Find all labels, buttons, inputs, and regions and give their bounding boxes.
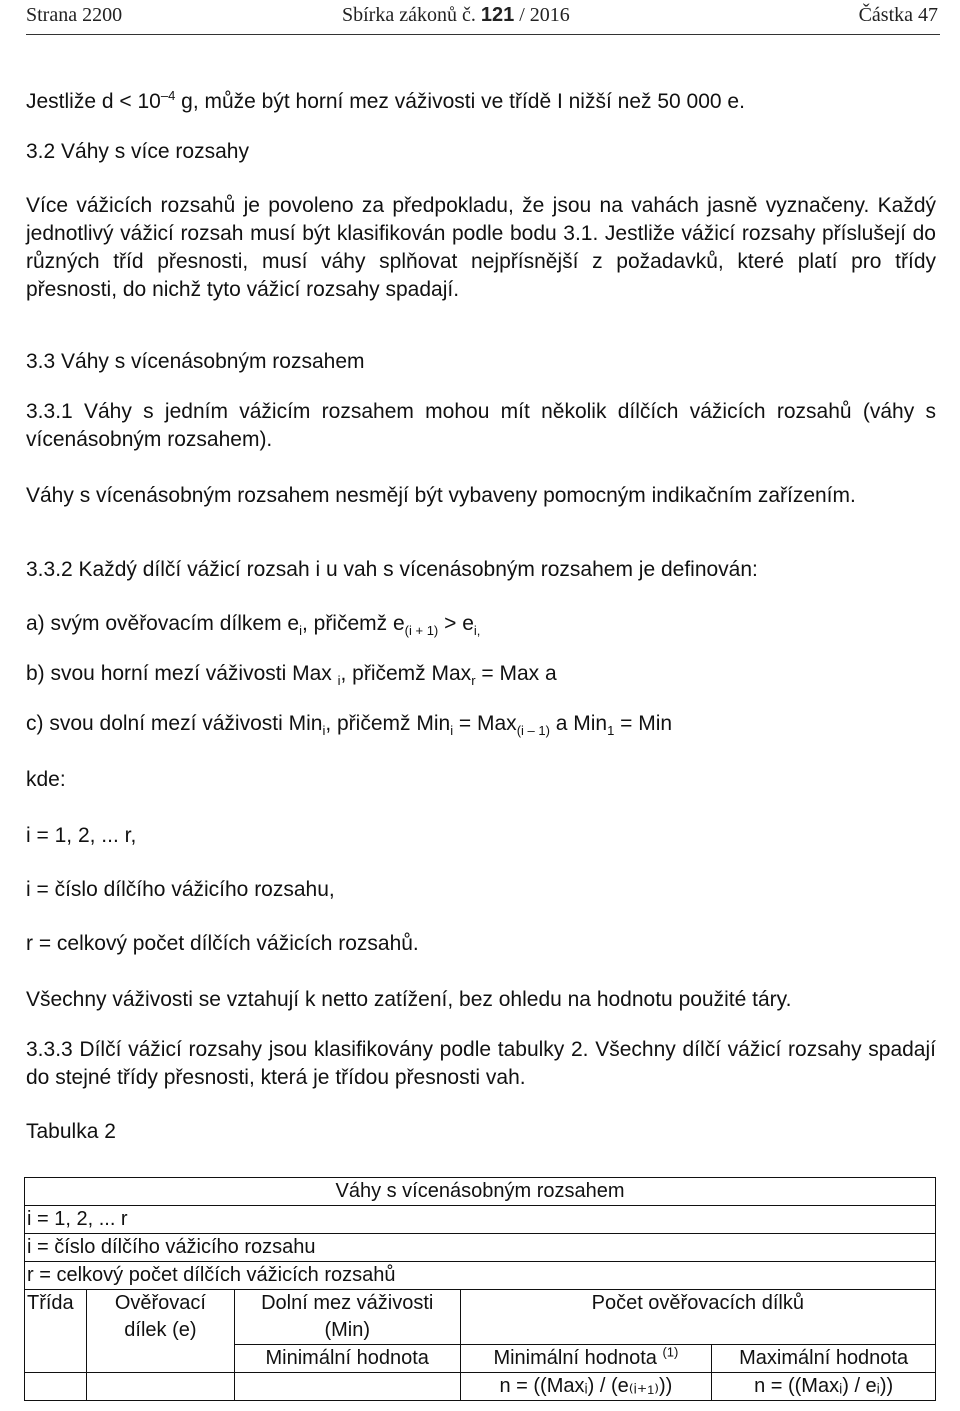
kde-label: kde: — [26, 768, 66, 791]
paragraph-3-3-1b: Váhy s vícenásobným rozsahem nesmějí být vybaveny pomocným indikačním zařízením. — [26, 484, 856, 507]
table-cell — [86, 1345, 234, 1373]
paragraph-3-3-3: 3.3.3 Dílčí vážicí rozsahy jsou klasifikovány podle tabulky 2. Všechny dílčí vážicí rozsahy spadají do stejné třídy přesnosti, která je třídou přesnosti vah. — [26, 1038, 936, 1089]
paragraph-3-3-1: 3.3.1 Váhy s jedním vážicím rozsahem mohou mít několik dílčích vážicích rozsahů (váhy s vícenásobným rozsahem). — [26, 400, 936, 451]
table-2 — [24, 1177, 936, 1401]
heading-3-2: 3.2 Váhy s více rozsahy — [26, 140, 249, 163]
header-verification-division: Ověřovací dílek (e) — [86, 1290, 234, 1345]
table-cell — [234, 1373, 460, 1401]
formula-min: n = ((Maxᵢ) / (e₍ᵢ₊₁₎)) — [460, 1373, 712, 1401]
item-c: c) svou dolní mezí váživosti Min$_i$, přičemž Min$_i$ = Max$_{(i - 1)}$ a Min$_1$ = Min — [26, 712, 673, 739]
header-min-capacity: Dolní mez váživosti (Min) — [234, 1290, 460, 1345]
table-def-r: r = celkový počet dílčích vážicích rozsahů — [25, 1262, 936, 1290]
table-row — [25, 1206, 936, 1234]
page-header — [26, 2, 940, 30]
formula-max: n = ((Maxᵢ) / eᵢ)) — [712, 1373, 936, 1401]
table-caption: Tabulka 2 — [26, 1120, 116, 1143]
definition-r: r = celkový počet dílčích vážicích rozsahů. — [26, 932, 419, 955]
min-value-label-2: Minimální hodnota $^{(1)}$ — [460, 1345, 712, 1373]
header-class: Třída — [25, 1290, 87, 1345]
max-value-label: Maximální hodnota — [712, 1345, 936, 1373]
part-number: Částka 47 — [858, 4, 938, 26]
item-b: b) svou horní mezí váživosti Max $_i$, přičemž Max$_r$ = Max a — [26, 662, 557, 689]
table-row — [25, 1234, 936, 1262]
table-def-i-range: i = 1, 2, ... r — [25, 1206, 936, 1234]
paragraph-d-limit: Jestliže $d < 10^{-4}$ g, může být horní mez váživosti ve třídě I nižší než 50 000 e. — [26, 88, 745, 113]
page-number: Strana 2200 — [26, 4, 123, 26]
collection-title: Sbírka zákonů č. 121 / 2016 — [342, 4, 570, 26]
table-title: Váhy s vícenásobným rozsahem — [25, 1178, 936, 1206]
table-cell — [25, 1345, 87, 1373]
table-row — [25, 1262, 936, 1290]
table-row — [25, 1178, 936, 1206]
heading-3-3: 3.3 Váhy s vícenásobným rozsahem — [26, 350, 365, 373]
definition-i-range: i = 1, 2, ... r, — [26, 824, 137, 847]
paragraph-3-2: Více vážicích rozsahů je povoleno za předpokladu, že jsou na vahách jasně vyznačeny. Každý jednotlivý vážicí rozsah musí být klasifikován podle bodu 3.1. Jestliže vážicí rozsahy příslušejí do různých tříd přesnosti, musí váhy splňovat nejpřísnější z požadavků, které platí pro třídy přesnosti, do nichž tyto vážicí rozsahy spadají. — [26, 194, 936, 301]
paragraph-3-3-2: 3.3.2 Každý dílčí vážicí rozsah i u vah s vícenásobným rozsahem je definován: — [26, 558, 758, 581]
paragraph-netto: Všechny váživosti se vztahují k netto zatížení, bez ohledu na hodnotu použité táry. — [26, 988, 792, 1011]
table-row — [25, 1345, 936, 1373]
definition-i: i = číslo dílčího vážicího rozsahu, — [26, 878, 335, 901]
item-a: a) svým ověřovacím dílkem $e_i$, přičemž $e_{(i + 1)} > e_{i,}$ — [26, 612, 481, 639]
table-row — [25, 1373, 936, 1401]
header-rule — [26, 34, 940, 35]
table-cell — [25, 1373, 87, 1401]
table-def-i: i = číslo dílčího vážicího rozsahu — [25, 1234, 936, 1262]
header-division-count: Počet ověřovacích dílků — [460, 1290, 935, 1345]
min-value-label: Minimální hodnota — [234, 1345, 460, 1373]
table-cell — [86, 1373, 234, 1401]
